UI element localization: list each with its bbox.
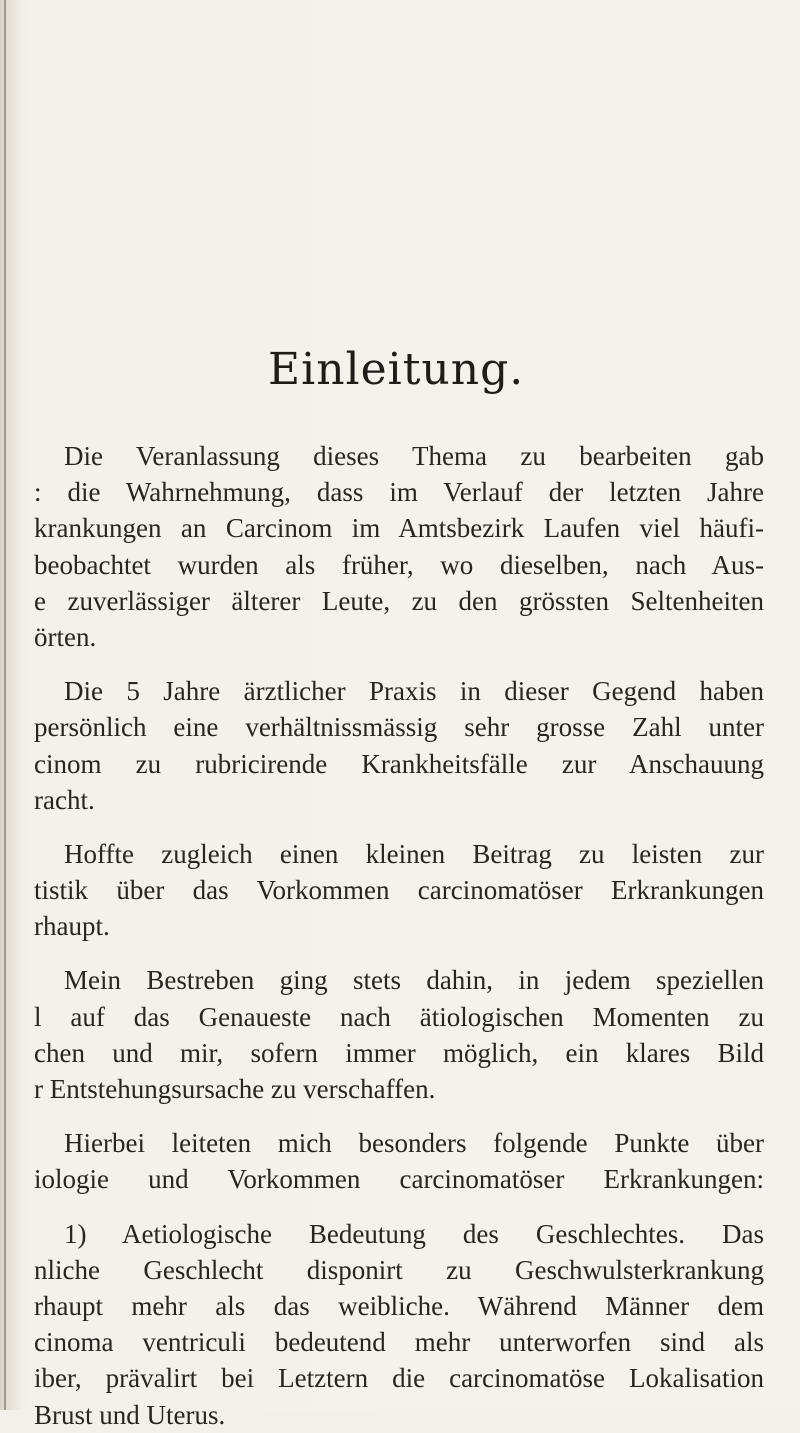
text-line: cinoma ventriculi bedeutend mehr unterworfen sind als <box>34 1327 764 1358</box>
text-line: rhaupt. <box>34 911 110 942</box>
text-line: Brust und Uterus. <box>34 1399 226 1430</box>
text-line: persönlich eine verhältnissmässig sehr grosse Zahl unter <box>34 712 764 743</box>
text-line: Mein Bestreben ging stets dahin, in jedem speziellen <box>64 965 764 996</box>
text-line: e zuverlässiger älterer Leute, zu den grössten Seltenheiten <box>34 585 764 616</box>
text-line: iologie und Vorkommen carcinomatöser Erkrankungen: <box>34 1164 764 1195</box>
text-line: rhaupt mehr als das weibliche. Während Männer dem <box>34 1290 764 1321</box>
text-line: chen und mir, sofern immer möglich, ein klares Bild <box>34 1037 764 1068</box>
text-line: krankungen an Carcinom im Amtsbezirk Laufen viel häufi- <box>34 513 764 544</box>
text-line: Hierbei leiteten mich besonders folgende Punkte über <box>64 1128 764 1159</box>
text-line: beobachtet wurden als früher, wo dieselben, nach Aus- <box>34 549 764 580</box>
text-line: tistik über das Vorkommen carcinomatöser Erkrankungen <box>34 875 764 906</box>
body-text <box>34 438 764 1433</box>
text-line: nliche Geschlecht disponirt zu Geschwulsterkrankung <box>34 1254 764 1285</box>
text-line: l auf das Genaueste nach ätiologischen Momenten zu <box>34 1001 764 1032</box>
text-line: racht. <box>34 784 95 815</box>
text-line: Die Veranlassung dieses Thema zu bearbeiten gab <box>64 441 764 471</box>
text-line: iber, prävalirt bei Letztern die carcinomatöse Lokalisation <box>34 1363 764 1394</box>
text-line: Die 5 Jahre ärztlicher Praxis in dieser Gegend haben <box>64 676 764 707</box>
chapter-heading: Einleitung. <box>268 344 525 395</box>
text-line: : die Wahrnehmung, dass im Verlauf der letzten Jahre <box>34 477 764 508</box>
binding-edge <box>4 0 6 1410</box>
text-line: Hoffte zugleich einen kleinen Beitrag zu leisten zur <box>64 838 764 869</box>
text-line: 1) Aetiologische Bedeutung des Geschlechtes. Das <box>64 1218 764 1249</box>
text-line: r Entstehungsursache zu verschaffen. <box>34 1074 436 1104</box>
text-line: örten. <box>34 621 97 652</box>
text-line: cinom zu rubricirende Krankheitsfälle zur Anschauung <box>34 748 764 779</box>
